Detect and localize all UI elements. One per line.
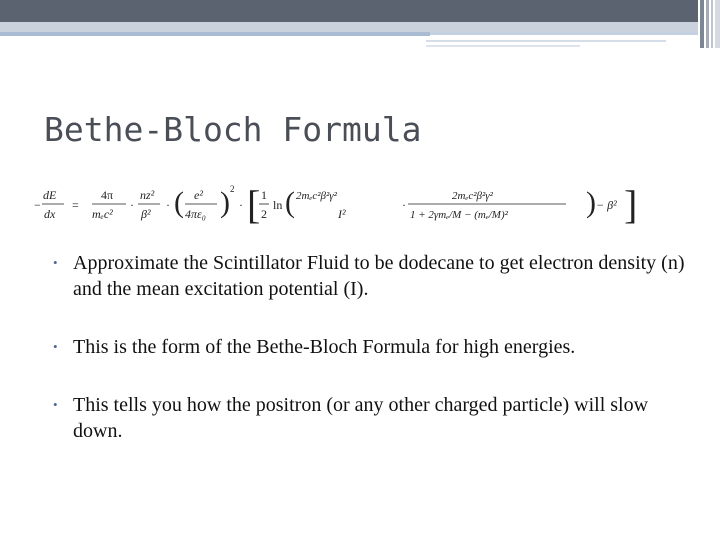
- formula-bracket-right: ]: [624, 182, 638, 227]
- formula-minus: −: [34, 198, 41, 212]
- bullet-icon: •: [53, 255, 58, 270]
- header-thin-line: [426, 40, 666, 42]
- formula-exponent: 2: [230, 184, 235, 194]
- bullet-item: [52, 250, 692, 302]
- bullet-item: [52, 334, 692, 360]
- formula-paren-left: (: [174, 186, 184, 219]
- formula-paren-right: ): [586, 186, 596, 219]
- formula-dot: ·: [239, 198, 243, 212]
- formula-equals: =: [72, 198, 79, 212]
- header-thin-line-2: [426, 45, 580, 47]
- formula-dot: ·: [130, 198, 134, 212]
- bullet-item: [52, 392, 692, 444]
- formula-dot: ·: [166, 198, 170, 212]
- corner-stripe: [711, 0, 713, 48]
- corner-stripe: [706, 0, 709, 48]
- formula-arg-den: I²: [338, 207, 346, 221]
- header-bar-light: [0, 22, 698, 32]
- formula-f3-num: e²: [194, 188, 203, 202]
- formula-bracket-left: [: [247, 182, 261, 227]
- formula-ln: ln: [273, 198, 283, 212]
- header-accent-line: [0, 32, 430, 36]
- slide-title: Bethe-Bloch Formula: [44, 110, 422, 149]
- formula-minus-beta: − β²: [596, 198, 617, 212]
- formula-dot: ·: [402, 198, 406, 212]
- formula-f2-den: β²: [141, 207, 151, 221]
- header-accent-line-2: [430, 32, 698, 35]
- bullet-list: [52, 250, 692, 444]
- formula-lhs-den: dx: [44, 207, 56, 221]
- formula-f1-den: mₑc²: [92, 207, 113, 221]
- formula-paren-left: (: [285, 186, 295, 219]
- header-bar: [0, 0, 698, 22]
- bullet-icon: •: [53, 339, 58, 354]
- formula-f3-den: 4πε₀: [185, 207, 206, 221]
- formula-f2-num: nz²: [140, 188, 155, 202]
- bullet-text: This is the form of the Bethe-Bloch Formula for high energies.: [73, 336, 576, 358]
- bullet-text: Approximate the Scintillator Fluid to be dodecane to get electron density (n) and the mean excitation potential (I).: [73, 252, 685, 300]
- formula-half-den: 2: [261, 207, 267, 221]
- formula-tmax-num: 2mₑc²β²γ²: [452, 190, 493, 202]
- formula-lhs-num: dE: [43, 188, 57, 202]
- formula-tmax-den: 1 + 2γmₑ/M − (mₑ/M)²: [410, 209, 508, 221]
- formula-f1-num: 4π: [101, 188, 114, 202]
- bullet-icon: •: [53, 397, 58, 412]
- formula-paren-right: ): [220, 186, 230, 219]
- corner-stripe: [715, 0, 720, 48]
- formula-arg-num: 2mₑc²β²γ²: [296, 190, 337, 202]
- bethe-bloch-formula: [34, 180, 654, 230]
- corner-stripe: [700, 0, 704, 48]
- formula-half-num: 1: [261, 188, 267, 202]
- bullet-text: This tells you how the positron (or any other charged particle) will slow down.: [73, 394, 649, 442]
